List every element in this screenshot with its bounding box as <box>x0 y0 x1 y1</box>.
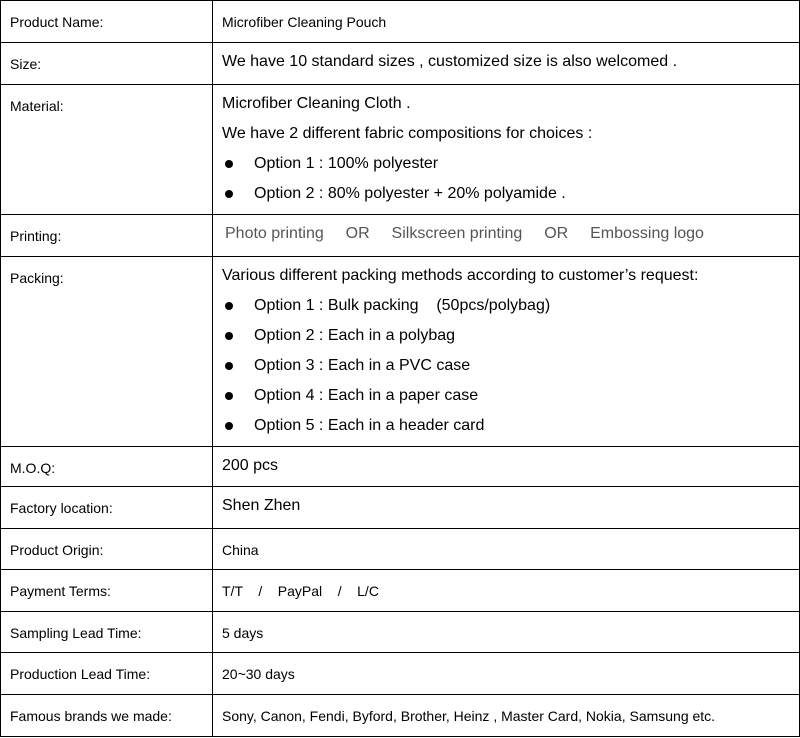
payment-sep-2: / <box>337 583 342 599</box>
value-moq: 200 pcs <box>213 447 800 487</box>
packing-option-5: Option 5 : Each in a header card <box>254 417 485 434</box>
bullet-icon <box>225 422 233 430</box>
value-packing <box>213 257 800 447</box>
value-sampling-lead-time: 5 days <box>213 612 800 653</box>
row-famous-brands <box>1 695 800 737</box>
bullet-icon <box>225 190 233 198</box>
value-product-name: Microfiber Cleaning Pouch <box>213 1 800 43</box>
value-material <box>213 85 800 215</box>
bullet-icon <box>225 392 233 400</box>
printing-or-2: OR <box>544 225 569 242</box>
label-product-origin: Product Origin: <box>1 529 213 570</box>
label-printing: Printing: <box>1 215 213 257</box>
label-size: Size: <box>1 43 213 85</box>
row-material <box>1 85 800 215</box>
label-packing: Packing: <box>1 257 213 447</box>
list-item <box>222 154 799 184</box>
bullet-icon <box>225 302 233 310</box>
payment-lc: L/C <box>357 583 379 599</box>
label-factory-location: Factory location: <box>1 487 213 529</box>
label-product-name: Product Name: <box>1 1 213 43</box>
packing-option-1: Option 1 : Bulk packing (50pcs/polybag) <box>254 297 551 314</box>
packing-option-2: Option 2 : Each in a polybag <box>254 327 456 344</box>
label-material: Material: <box>1 85 213 215</box>
material-line-1: Microfiber Cleaning Cloth . <box>222 95 411 112</box>
payment-paypal: PayPal <box>277 583 323 599</box>
printing-or-1: OR <box>345 225 370 242</box>
bullet-icon <box>225 332 233 340</box>
list-item <box>222 184 799 214</box>
material-option-1: Option 1 : 100% polyester <box>254 155 439 172</box>
label-payment-terms: Payment Terms: <box>1 570 213 612</box>
packing-option-3: Option 3 : Each in a PVC case <box>254 357 471 374</box>
row-size <box>1 43 800 85</box>
printing-option-silkscreen: Silkscreen printing <box>391 225 523 242</box>
list-item <box>222 416 799 446</box>
printing-option-embossing: Embossing logo <box>590 225 704 242</box>
label-sampling-lead-time: Sampling Lead Time: <box>1 612 213 653</box>
value-famous-brands: Sony, Canon, Fendi, Byford, Brother, Heinz , Master Card, Nokia, Samsung etc. <box>213 695 800 737</box>
label-moq: M.O.Q: <box>1 447 213 487</box>
value-payment-terms <box>213 570 800 612</box>
bullet-icon <box>225 362 233 370</box>
payment-tt: T/T <box>222 583 243 599</box>
packing-option-4: Option 4 : Each in a paper case <box>254 387 479 404</box>
row-sampling-lead-time <box>1 612 800 653</box>
bullet-icon <box>225 160 233 168</box>
material-option-2: Option 2 : 80% polyester + 20% polyamide . <box>254 185 566 202</box>
printing-option-photo: Photo printing <box>225 225 324 242</box>
row-printing <box>1 215 800 257</box>
row-payment-terms <box>1 570 800 612</box>
row-moq <box>1 447 800 487</box>
list-item <box>222 356 799 386</box>
row-product-name <box>1 1 800 43</box>
row-factory-location <box>1 487 800 529</box>
value-printing <box>213 215 800 257</box>
material-line-2: We have 2 different fabric compositions for choices : <box>222 125 593 142</box>
value-product-origin: China <box>213 529 800 570</box>
payment-sep-1: / <box>258 583 263 599</box>
value-size: We have 10 standard sizes , customized size is also welcomed . <box>213 43 800 85</box>
value-factory-location: Shen Zhen <box>213 487 800 529</box>
row-product-origin <box>1 529 800 570</box>
label-production-lead-time: Production Lead Time: <box>1 653 213 695</box>
label-famous-brands: Famous brands we made: <box>1 695 213 737</box>
row-packing <box>1 257 800 447</box>
value-production-lead-time: 20~30 days <box>213 653 800 695</box>
list-item <box>222 326 799 356</box>
list-item <box>222 386 799 416</box>
list-item <box>222 296 799 326</box>
packing-intro: Various different packing methods according to customer’s request: <box>222 267 699 284</box>
row-production-lead-time <box>1 653 800 695</box>
